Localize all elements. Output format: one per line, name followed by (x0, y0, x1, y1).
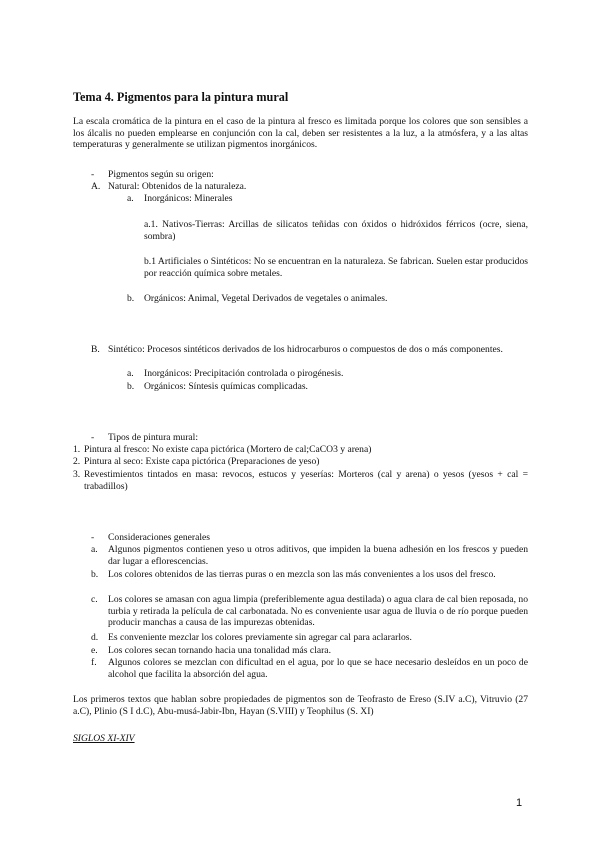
section-origin-heading (91, 169, 531, 181)
list-marker: d. (91, 632, 99, 643)
section-types-heading (91, 432, 531, 444)
paragraph-artificial: b.1 Artificiales o Sintéticos: No se encuentran en la naturaleza. Se fabrican. Suelen estar producidos por reacción química sobre metales. (144, 256, 528, 279)
page-number: 1 (516, 797, 523, 809)
list-marker: - (91, 532, 95, 543)
list-marker: 2. (73, 456, 81, 467)
list-marker: e. (91, 645, 98, 656)
list-marker: 3. (73, 469, 81, 480)
list-marker: 1. (73, 444, 81, 455)
list-marker: a. (127, 193, 134, 204)
list-item-fresco (73, 444, 528, 456)
list-item-consideration-f (91, 657, 528, 680)
list-marker: - (91, 432, 95, 443)
list-marker: a. (91, 544, 98, 555)
list-item-text: Algunos pigmentos contienen yeso u otros aditivos, que impiden la buena adhesión en los frescos y pueden dar lugar a eflorescencias. (108, 544, 528, 567)
list-item-text: Inorgánicos: Minerales (144, 193, 233, 204)
list-item-natural-organic (127, 293, 527, 305)
list-marker: b. (127, 293, 135, 304)
list-item-text: Los colores secan tornando hacia una tonalidad más clara. (108, 645, 331, 656)
list-marker: b. (91, 569, 99, 580)
intro-paragraph: La escala cromática de la pintura en el caso de la pintura al fresco es limitada porque los colores que son sensibles a los álcalis no pueden emplearse en conjunción con la cal, deben ser resistentes a la luz, a la atmósfera, y a las altas temperaturas y generalmente se utilizan pigmentos inorgánicos. (73, 116, 528, 151)
list-marker: f. (91, 657, 97, 668)
list-item-text: Revestimientos tintados en masa: revocos, estucos y yeserías: Morteros (cal y arena) o yesos (yesos + cal = trabadillos) (84, 469, 528, 492)
list-item-natural-inorganic (127, 193, 527, 205)
list-item-text: Es conveniente mezclar los colores previamente sin agregar cal para aclararlos. (108, 632, 412, 643)
list-item-text: Los colores se amasan con agua limpia (preferiblemente agua destilada) o agua clara de cal bien reposada, no turbia y retirada la película de cal carbonatada. No es conveniente usar agua de lluvia o de río porque pueden producir manchas a causa de las impurezas obtenidas. (108, 594, 528, 629)
list-marker: a. (127, 368, 134, 379)
list-item-natural (91, 181, 531, 193)
list-item-text: Algunos colores se mezclan con dificultad en el agua, por lo que se hace necesario desleídos en un poco de alcohol que facilita la absorción del agua. (108, 657, 528, 680)
subheading: SIGLOS XI-XIV (73, 733, 135, 744)
list-item-consideration-c (91, 594, 528, 629)
list-item-consideration-b (91, 569, 528, 581)
list-item-text: Orgánicos: Animal, Vegetal Derivados de vegetales o animales. (144, 293, 388, 304)
list-item-text: Natural: Obtenidos de la naturaleza. (108, 181, 247, 192)
list-item-tinted (73, 469, 528, 492)
paragraph-native-earths: a.1. Nativos-Tierras: Arcillas de silicatos teñidas con óxidos o hidróxidos férricos (ocre, siena, sombra) (144, 219, 528, 242)
closing-paragraph: Los primeros textos que hablan sobre propiedades de pigmentos son de Teofrasto de Ereso (S.IV a.C), Vitruvio (27 a.C), Plinio (S I d.C), Abu-musá-Jabir-Ibn, Hayan (S.VIII) y Teophilus (S. XI) (73, 694, 528, 717)
section-heading: Consideraciones generales (108, 532, 211, 543)
list-item-consideration-e (91, 645, 528, 657)
list-item-seco (73, 456, 528, 468)
list-item-text: Orgánicos: Síntesis químicas complicadas. (144, 381, 308, 392)
section-heading: Tipos de pintura mural: (108, 432, 198, 443)
list-marker: B. (91, 344, 100, 355)
list-marker: c. (91, 594, 98, 605)
list-item-consideration-d (91, 632, 528, 644)
list-marker: A. (91, 181, 101, 192)
list-marker: b. (127, 381, 135, 392)
list-item-synthetic-inorganic (127, 368, 527, 380)
list-item-synthetic (91, 344, 528, 356)
list-item-text: Inorgánicos: Precipitación controlada o pirogénesis. (144, 368, 344, 379)
section-considerations-heading (91, 532, 531, 544)
list-item-synthetic-organic (127, 381, 527, 393)
list-item-consideration-a (91, 544, 528, 567)
list-marker: - (91, 169, 95, 180)
page-title: Tema 4. Pigmentos para la pintura mural (73, 90, 289, 104)
list-item-text: Pintura al seco: Existe capa pictórica (Preparaciones de yeso) (84, 456, 320, 467)
list-item-text: Pintura al fresco: No existe capa pictórica (Mortero de cal;CaCO3 y arena) (84, 444, 372, 455)
section-heading: Pigmentos según su origen: (108, 169, 214, 180)
list-item-text: Los colores obtenidos de las tierras puras o en mezcla son las más convenientes a los usos del fresco. (108, 569, 496, 580)
list-item-text: Sintético: Procesos sintéticos derivados de los hidrocarburos o compuestos de dos o más componentes. (108, 344, 503, 355)
